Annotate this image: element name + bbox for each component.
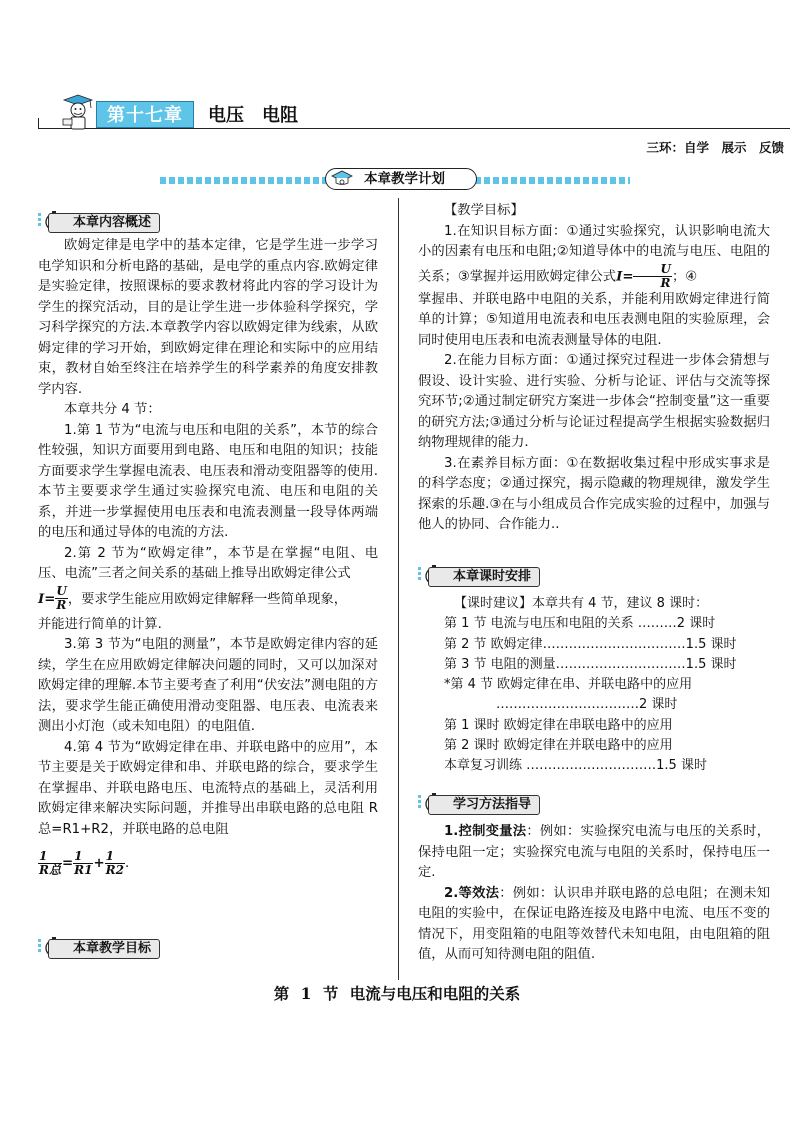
chapter-number-label: 第十七章 [96,101,194,128]
schedule-item: 第 2 课时 欧姆定律在并联电路中的应用 [444,738,673,754]
goal-literacy: 3.在素养目标方面：①在数据收集过程中形成实事求是的科学态度；②通过探究，揭示隐藏的物理规律，激发学生探索的乐趣.③在与小组成员合作完成实验的过程中，加强与他人的协同、合作能力.. [418,455,770,532]
formula-eq: = [44,591,56,607]
section-count: 本章共分 4 节： [64,402,161,417]
goal-knowledge: 1.在知识目标方面：①通过实验探究，认识影响电流大小的因素有电压和电阻;②知道导体中的电流与电压、电阻的关系；③掌握并运用欧姆定律公式I= $\frac{U}{R}$ ；④ [418,223,770,290]
overview-heading-label: 本章内容概述 [48,213,160,233]
schedule-item: 第 1 课时 欧姆定律在串联电路中的应用 [444,717,673,733]
overview-paragraph: 欧姆定律是电学中的基本定律，它是学生进一步学习电学知识和分析电路的基础，是电学的重点内容.欧姆定律是实验定律，按照课标的要求教材将此内容的学习设计为学生的探究活动，目的是让学生进一步体验科学探究，学习科学探究的方法.本章教学内容以欧姆定律为线索，从欧姆定律的学习开始，到欧姆定律在理论和实际中的应用结束，教材自始至终注在培养学生的科学素养的角度安排教学内容. [38,238,378,397]
right-column-goals [418,201,770,536]
goal-knowledge-cont: 掌握串、并联电路中电阻的关系，并能利用欧姆定律进行简单的计算；⑤知道用电流表和电压表测电阻的实验原理，会同时使用电压表和电流表测量导体的电阻. [418,291,770,348]
method-heading-label: 学习方法指导 [428,795,540,815]
goal-ability: 2.在能力目标方面：①通过探究过程进一步体会猜想与假设、设计实验、进行实验、分析与论证、评估与交流等探究环节;②通过制定研究方案进一步体会“控制变量”这一重要的研究方法;③通过分析与论证过程提高学生根据实验数据归纳物理规律的能力. [418,353,770,450]
section-title: 第 1 节 电流与电压和电阻的关系 [273,984,521,1003]
schedule-item: 本章复习训练 …………………………1.5 课时 [444,758,707,774]
method-1: 1.控制变量法：例如：实验探究电流与电压的关系时，保持电阻一定；实验探究电流与电阻的关系时，保持电压一定. [418,824,771,880]
mortarboard-icon [331,170,353,188]
chapter-title: 电压 电阻 [208,105,298,126]
schedule-item: 第 1 节 电流与电压和电阻的关系 ………2 课时 [444,616,716,632]
schedule-item: ……………………………2 课时 [496,697,678,713]
header-rule-tick [38,118,39,129]
schedule-list [444,594,774,777]
section-2-desc-end: 并能进行简单的计算. [38,616,162,632]
section-1-desc: 1.第 1 节为“电流与电压和电阻的关系”，本节的综合性较强，知识方面要用到电路、电压和电阻的知识；技能方面要求学生掌握电流表、电压表和滑动变阻器等的使用.本节主要要求学生通过实验探究电流、电压和电阻的关系，并进一步掌握使用电压表和电流表测量一段导体两端的电压和通过导体的电流的方法. [38,422,378,540]
student-mascot-icon [58,92,98,132]
ohm-formula-line: I= $\frac{U}{R}$ ，要求学生能应用欧姆定律解释一些简单现象， [38,584,348,612]
formula-I: I [38,591,45,607]
left-column-text [38,236,378,880]
three-rings-label: 三环：自学 展示 反馈 [646,140,784,155]
schedule-item: *第 4 节 欧姆定律在串、并联电路中的应用 [444,677,693,693]
goals-heading-label: 本章教学目标 [48,939,160,959]
goals-bracket: 【教学目标】 [444,203,524,218]
schedule-heading-label: 本章课时安排 [428,567,540,587]
schedule-item: 第 3 节 电阻的测量…………………………1.5 课时 [444,656,737,672]
section-4-desc: 4.第 4 节为“欧姆定律在串、并联电路中的应用”，本节主要是关于欧姆定律和串、并联电路的综合，要求学生在掌握串、并联电路电压、电流特点的基础上，灵活利用欧姆定律来解决实际问题，并推导出串联电路的总电阻 R 总=R1+R2，并联电路的总电阻 [38,739,378,837]
method-2: 2.等效法：例如：认识串并联电路的总电阻；在测未知电阻的实验中，在保证电路连接及电路中电流、电压不变的情况下，用变阻箱的电阻等效替代未知电阻，由电阻箱的阻值，从而可知待测电阻的阻值. [418,885,770,962]
schedule-intro: 【课时建议】本章共有 4 节，建议 8 课时： [454,596,709,611]
plan-banner-label: 本章教学计划 [364,171,445,187]
schedule-item: 第 2 节 欧姆定律……………………………1.5 课时 [444,636,737,652]
parallel-formula: $\frac{1}{\text{R总}}$ = $\frac{1}{R1}$ + $\frac{1}{R2}$ . [39,848,130,877]
section-2-desc: 2.第 2 节为“欧姆定律”，本节是在掌握“电阻、电压、电流”三者之间关系的基础上推导出欧姆定律公式 [38,545,378,581]
formula-u-over-r: $\frac{U}{R}$ [56,584,67,612]
method-text [418,822,770,966]
column-divider [398,198,399,980]
section-3-desc: 3.第 3 节为“电阻的测量”，本节是欧姆定律内容的延续，学生在应用欧姆定律解决问题的同时，又可以加深对欧姆定律的理解.本节主要考查了利用“伏安法”测电阻的方法，要求学生能正确使用滑动变阻器、电压表、电流表来测出小灯泡（或未知电阻）的电阻值. [38,637,378,734]
